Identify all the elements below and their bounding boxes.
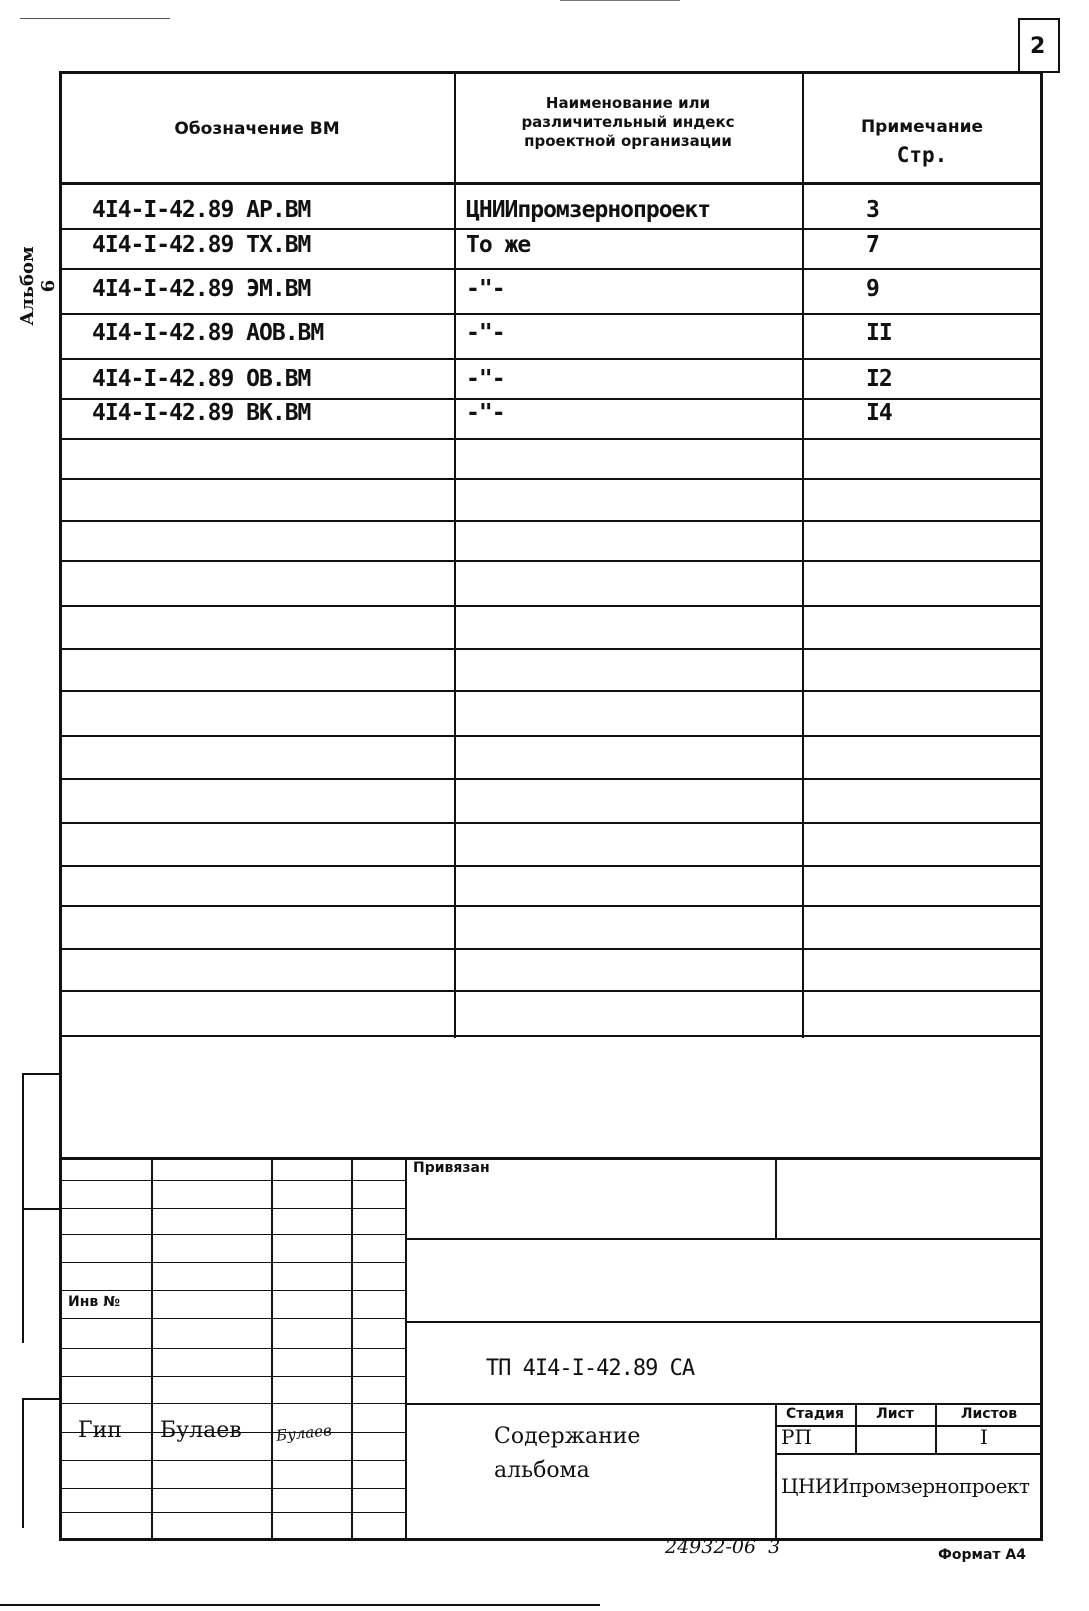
table-row-line [59, 735, 1043, 737]
role-value: Гип [78, 1418, 122, 1443]
bottom-edge-line [0, 1604, 600, 1606]
organization: ЦНИИпромзернопроект [781, 1474, 1030, 1498]
binding-top-2 [22, 1398, 60, 1400]
row-code: 4I4-I-42.89 АОВ.ВМ [92, 320, 324, 346]
row-page: I4 [866, 400, 892, 426]
title-block-line [59, 1460, 405, 1461]
title-block-line [59, 1488, 405, 1489]
top-edge-line-2 [560, 0, 680, 1]
column-header-note: Примечание [860, 117, 984, 137]
format-label: Формат А4 [938, 1547, 1026, 1563]
table-row-line [59, 438, 1043, 440]
sheet-label: Лист [876, 1406, 914, 1422]
title-block-line [59, 1208, 405, 1209]
tb-col-2 [271, 1158, 273, 1540]
sheets-label: Листов [960, 1406, 1018, 1422]
row-code: 4I4-I-42.89 АР.ВМ [92, 197, 311, 223]
binding-mid [22, 1208, 60, 1210]
table-row-line [59, 520, 1043, 522]
title-line-2: альбома [494, 1458, 590, 1483]
title-block-line [59, 1318, 405, 1319]
row-code: 4I4-I-42.89 ОВ.ВМ [92, 366, 311, 392]
tb-col-1 [151, 1158, 153, 1540]
attached-label: Привязан [413, 1160, 490, 1176]
band-bottom-line [59, 1157, 1043, 1160]
row-page: 9 [866, 276, 879, 302]
binding-strip-2 [22, 1398, 24, 1528]
row-page: I2 [866, 366, 892, 392]
row-page: 3 [866, 197, 879, 223]
row-code: 4I4-I-42.89 ВК.ВМ [92, 400, 311, 426]
title-block-line [59, 1512, 405, 1513]
title-block-line [59, 1376, 405, 1377]
row-name: -"- [466, 276, 505, 302]
stage-header-bottom [775, 1425, 1043, 1427]
side-label: Альбом 6 [17, 246, 59, 326]
table-row-line [59, 228, 1043, 230]
row-name: -"- [466, 400, 505, 426]
page-number: 2 [1030, 34, 1046, 59]
stage-value-bottom [775, 1453, 1043, 1455]
header-bottom-line [59, 182, 1043, 185]
table-row-line [59, 648, 1043, 650]
col-sep-2 [802, 71, 804, 1038]
row-name: -"- [466, 320, 505, 346]
table-row-line [59, 1035, 1043, 1037]
row-page: 7 [866, 232, 879, 258]
title-block-line [59, 1290, 405, 1291]
table-row-line [59, 865, 1043, 867]
column-header-name: Наименование или различительный индекс проектной организации [521, 94, 735, 150]
table-row-line [59, 690, 1043, 692]
binding-top [22, 1073, 60, 1075]
col-sep-1 [454, 71, 456, 1038]
top-edge-line [20, 18, 170, 19]
title-block-line [59, 1403, 405, 1404]
table-row-line [59, 948, 1043, 950]
row-name: То же [466, 232, 531, 258]
table-row-line [59, 358, 1043, 360]
title-block-line [59, 1262, 405, 1263]
person-name: Булаев [160, 1418, 242, 1443]
stage-label: Стадия [786, 1406, 844, 1422]
title-line-1: Содержание [494, 1424, 641, 1449]
table-row-line [59, 268, 1043, 270]
code-top [405, 1321, 1043, 1323]
table-row-line [59, 313, 1043, 315]
sheets-value: I [980, 1425, 988, 1449]
document-code: ТП 4I4-I-42.89 СА [485, 1356, 695, 1381]
tb-col-4 [405, 1158, 407, 1540]
row-name: -"- [466, 366, 505, 392]
row-page: II [866, 320, 892, 346]
table-row-line [59, 560, 1043, 562]
row-name: ЦНИИпромзернопроект [466, 197, 711, 223]
table-row-line [59, 822, 1043, 824]
stage-left [775, 1403, 777, 1540]
tb-col-3 [351, 1158, 353, 1540]
code-bottom [405, 1403, 1043, 1405]
table-row-line [59, 990, 1043, 992]
archive-number: 24932-06 3 [665, 1536, 781, 1558]
title-block-line [59, 1348, 405, 1349]
title-block-line [59, 1180, 405, 1181]
row-code: 4I4-I-42.89 ЭМ.ВМ [92, 276, 311, 302]
row-code: 4I4-I-42.89 ТХ.ВМ [92, 232, 311, 258]
attached-bottom [405, 1238, 1043, 1240]
title-block-line [59, 1234, 405, 1235]
attached-sep [775, 1158, 777, 1238]
table-row-line [59, 905, 1043, 907]
inv-label: Инв № [68, 1294, 120, 1310]
stage-value: РП [781, 1425, 812, 1449]
table-row-line [59, 605, 1043, 607]
table-row-line [59, 478, 1043, 480]
table-row-line [59, 778, 1043, 780]
signature: Булаев [275, 1421, 333, 1445]
column-header-page: Стр. [896, 143, 948, 167]
column-header-designation: Обозначение ВМ [174, 119, 340, 139]
